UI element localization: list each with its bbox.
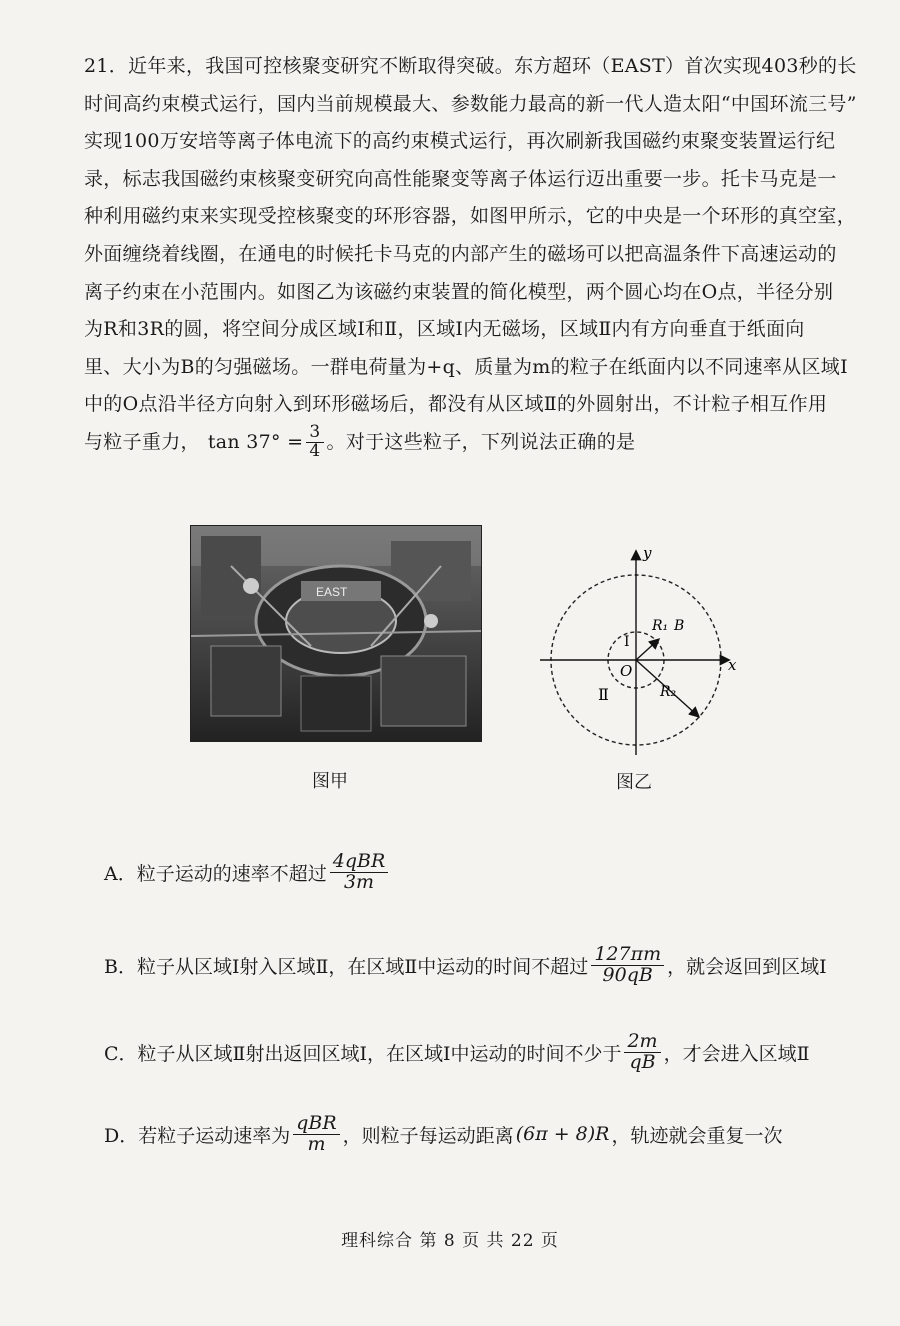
stem-line: 种利用磁约束来实现受控核聚变的环形容器，如图甲所示，它的中央是一个环形的真空室，: [84, 205, 857, 228]
stem-line: 里、大小为B的匀强磁场。一群电荷量为+q、质量为m的粒子在纸面内以不同速率从区域Ⅰ: [84, 355, 848, 378]
option-b[interactable]: [104, 945, 827, 986]
r1-label: R₁: [652, 618, 669, 634]
origin-label: O: [620, 662, 633, 680]
field-diagram: [540, 540, 750, 760]
stem-line: 离子约束在小范围内。如图乙为该磁约束装置的简化模型，两个圆心均在O点，半径分别: [84, 280, 834, 303]
option-c-fraction: [624, 1032, 660, 1073]
x-axis-label: x: [728, 656, 737, 674]
b-label: B: [674, 618, 685, 634]
question-stem: [84, 48, 857, 462]
option-d-text: D．若粒子运动速率为: [104, 1124, 291, 1147]
option-a-denominator: 3m: [343, 870, 375, 893]
option-b-text: B．粒子从区域Ⅰ射入区域Ⅱ，在区域Ⅱ中运动的时间不超过: [104, 955, 589, 978]
tokamak-photo: [190, 525, 482, 742]
tan-fraction: [306, 424, 323, 461]
stem-line: 时间高约束模式运行，国内当前规模最大、参数能力最高的新一代人造太阳“中国环流三号”: [84, 92, 857, 115]
svg-text:EAST: EAST: [316, 585, 348, 599]
stem-line: 21．近年来，我国可控核聚变研究不断取得突破。东方超环（EAST）首次实现403秒的长: [84, 55, 857, 77]
tan-denominator: 4: [309, 441, 321, 462]
option-d-fraction: [293, 1114, 339, 1155]
diagram-caption: 图乙: [616, 772, 652, 793]
option-c-denominator: qB: [629, 1050, 656, 1073]
y-axis-label: y: [643, 544, 652, 562]
option-d-denominator: m: [307, 1132, 326, 1155]
region-2-label: Ⅱ: [598, 685, 609, 704]
option-a[interactable]: [104, 852, 391, 893]
region-1-label: Ⅰ: [624, 634, 630, 650]
stem-last-text-post: 。对于这些粒子，下列说法正确的是: [326, 430, 636, 453]
option-c[interactable]: [104, 1032, 810, 1073]
r2-label: R₂: [660, 684, 677, 700]
option-a-fraction: [330, 852, 389, 893]
r1-arrow: [636, 640, 658, 660]
stem-last-line: [84, 424, 854, 462]
stem-line: 中的O点沿半径方向射入到环形磁场后，都没有从区域Ⅱ的外圆射出，不计粒子相互作用: [84, 393, 828, 416]
stem-line: 外面缠绕着线圈，在通电的时候托卡马克的内部产生的磁场可以把高温条件下高速运动的: [84, 242, 837, 265]
stem-line: 实现100万安培等离子体电流下的高约束模式运行，再次刷新我国磁约束聚变装置运行纪: [84, 130, 836, 153]
option-b-fraction: [591, 945, 664, 986]
option-d-text-post: ，则粒子每运动距离: [342, 1124, 514, 1147]
option-d-distance: (6π + 8)R: [515, 1123, 610, 1146]
option-d-text-post2: ，轨迹就会重复一次: [611, 1124, 783, 1147]
option-d-numerator: qBR: [293, 1114, 339, 1135]
option-a-text: A．粒子运动的速率不超过: [104, 862, 327, 885]
option-c-text: C．粒子从区域Ⅱ射出返回区域Ⅰ，在区域Ⅰ中运动的时间不少于: [104, 1042, 622, 1065]
photo-caption: 图甲: [312, 771, 348, 792]
option-a-numerator: 4qBR: [330, 852, 389, 873]
option-b-text-post: ，就会返回到区域Ⅰ: [667, 955, 827, 978]
tan-label: tan 37° =: [207, 430, 304, 453]
page-footer: 理科综合 第 8 页 共 22 页: [341, 1231, 559, 1251]
stem-last-text: 与粒子重力，: [84, 430, 200, 453]
option-c-numerator: 2m: [624, 1032, 660, 1053]
stem-line: 录，标志我国磁约束核聚变研究向高性能聚变等离子体运行迈出重要一步。托卡马克是一: [84, 167, 837, 190]
option-b-numerator: 127πm: [591, 945, 664, 966]
option-d[interactable]: [104, 1114, 783, 1155]
stem-line: 为R和3R的圆，将空间分成区域Ⅰ和Ⅱ，区域Ⅰ内无磁场，区域Ⅱ内有方向垂直于纸面向: [84, 318, 805, 341]
tan-numerator: 3: [306, 424, 323, 443]
option-c-text-post: ，才会进入区域Ⅱ: [663, 1042, 810, 1065]
option-b-denominator: 90qB: [602, 963, 653, 986]
